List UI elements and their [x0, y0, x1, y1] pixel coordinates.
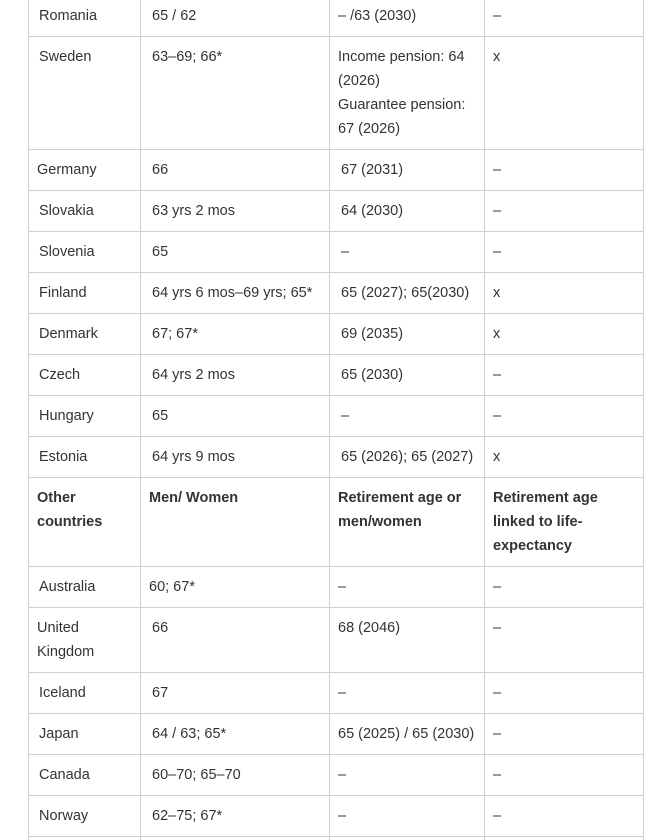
future-age-cell: 69 (2035): [330, 314, 485, 355]
country-cell: Romania: [29, 0, 141, 37]
country-cell: Finland: [29, 273, 141, 314]
men-women-cell: 67: [141, 673, 330, 714]
country-cell: Sweden: [29, 37, 141, 150]
table-row: [29, 150, 644, 191]
linked-cell: –: [485, 567, 644, 608]
retirement-age-table: [28, 0, 644, 840]
country-cell: Japan: [29, 714, 141, 755]
future-age-cell: 65 (2027); 65(2030): [330, 273, 485, 314]
table-header-row: [29, 478, 644, 567]
table-row: [29, 355, 644, 396]
men-women-cell: 60–70; 65–70: [141, 755, 330, 796]
future-age-cell: [330, 837, 485, 840]
men-women-cell: 65: [141, 232, 330, 273]
men-women-cell: 65 / 62: [141, 0, 330, 37]
linked-cell: –: [485, 355, 644, 396]
men-women-cell: 60; 67*: [141, 567, 330, 608]
future-age-cell: –: [330, 396, 485, 437]
men-women-cell: 63–69; 66*: [141, 37, 330, 150]
future-age-cell: 67 (2031): [330, 150, 485, 191]
linked-cell: –: [485, 608, 644, 673]
men-women-cell: 64 yrs 6 mos–69 yrs; 65*: [141, 273, 330, 314]
future-age-cell: 65 (2030): [330, 355, 485, 396]
table-row: [29, 396, 644, 437]
men-women-cell: 64 yrs 2 mos: [141, 355, 330, 396]
table-row: [29, 191, 644, 232]
table-row: [29, 714, 644, 755]
table-row: [29, 273, 644, 314]
linked-cell: –: [485, 191, 644, 232]
header-country: Other countries: [29, 478, 141, 567]
men-women-cell: 63 yrs 2 mos: [141, 191, 330, 232]
linked-cell: –: [485, 714, 644, 755]
future-age-cell: –: [330, 567, 485, 608]
linked-cell: –: [485, 755, 644, 796]
country-cell: Australia: [29, 567, 141, 608]
future-age-cell: [330, 37, 485, 150]
header-future-age: Retirement age or men/women: [330, 478, 485, 567]
men-women-cell: 65: [141, 396, 330, 437]
country-cell: Slovenia: [29, 232, 141, 273]
linked-cell: –: [485, 673, 644, 714]
table-row: [29, 437, 644, 478]
country-cell: Hungary: [29, 396, 141, 437]
country-cell: Iceland: [29, 673, 141, 714]
guarantee-pension-text: Guarantee pension: 67 (2026): [338, 97, 466, 137]
linked-cell: –: [485, 0, 644, 37]
linked-cell: x: [485, 273, 644, 314]
men-women-cell: 62–75; 67*: [141, 796, 330, 837]
table-row: [29, 0, 644, 37]
income-pension-text: Income pension: 64 (2026): [338, 49, 465, 89]
future-age-cell: –: [330, 796, 485, 837]
header-men-women: Men/ Women: [141, 478, 330, 567]
linked-cell: x: [485, 37, 644, 150]
future-age-cell: 64 (2030): [330, 191, 485, 232]
men-women-cell: 66: [141, 608, 330, 673]
men-women-cell: 66: [141, 150, 330, 191]
men-women-cell: [141, 837, 330, 840]
men-women-cell: 64 / 63; 65*: [141, 714, 330, 755]
table-row: [29, 232, 644, 273]
linked-cell: –: [485, 232, 644, 273]
table-row: [29, 37, 644, 150]
country-cell: [29, 837, 141, 840]
linked-cell: –: [485, 150, 644, 191]
future-age-cell: 65 (2026); 65 (2027): [330, 437, 485, 478]
header-linked: Retirement age linked to life-expectancy: [485, 478, 644, 567]
linked-cell: x: [485, 314, 644, 355]
linked-cell: –: [485, 396, 644, 437]
table-row: [29, 567, 644, 608]
linked-cell: [485, 837, 644, 840]
country-cell: Denmark: [29, 314, 141, 355]
future-age-cell: 65 (2025) / 65 (2030): [330, 714, 485, 755]
future-age-cell: –: [330, 755, 485, 796]
table-row: [29, 837, 644, 840]
linked-cell: –: [485, 796, 644, 837]
country-cell: Norway: [29, 796, 141, 837]
men-women-cell: 67; 67*: [141, 314, 330, 355]
country-cell: United Kingdom: [29, 608, 141, 673]
country-cell: Estonia: [29, 437, 141, 478]
table-row: [29, 755, 644, 796]
table-row: [29, 314, 644, 355]
men-women-cell: 64 yrs 9 mos: [141, 437, 330, 478]
future-age-cell: 68 (2046): [330, 608, 485, 673]
future-age-cell: –: [330, 232, 485, 273]
table-row: [29, 796, 644, 837]
country-cell: Canada: [29, 755, 141, 796]
country-cell: Slovakia: [29, 191, 141, 232]
table-row: [29, 673, 644, 714]
linked-cell: x: [485, 437, 644, 478]
future-age-cell: – /63 (2030): [330, 0, 485, 37]
table-row: [29, 608, 644, 673]
future-age-cell: –: [330, 673, 485, 714]
country-cell: Germany: [29, 150, 141, 191]
country-cell: Czech: [29, 355, 141, 396]
